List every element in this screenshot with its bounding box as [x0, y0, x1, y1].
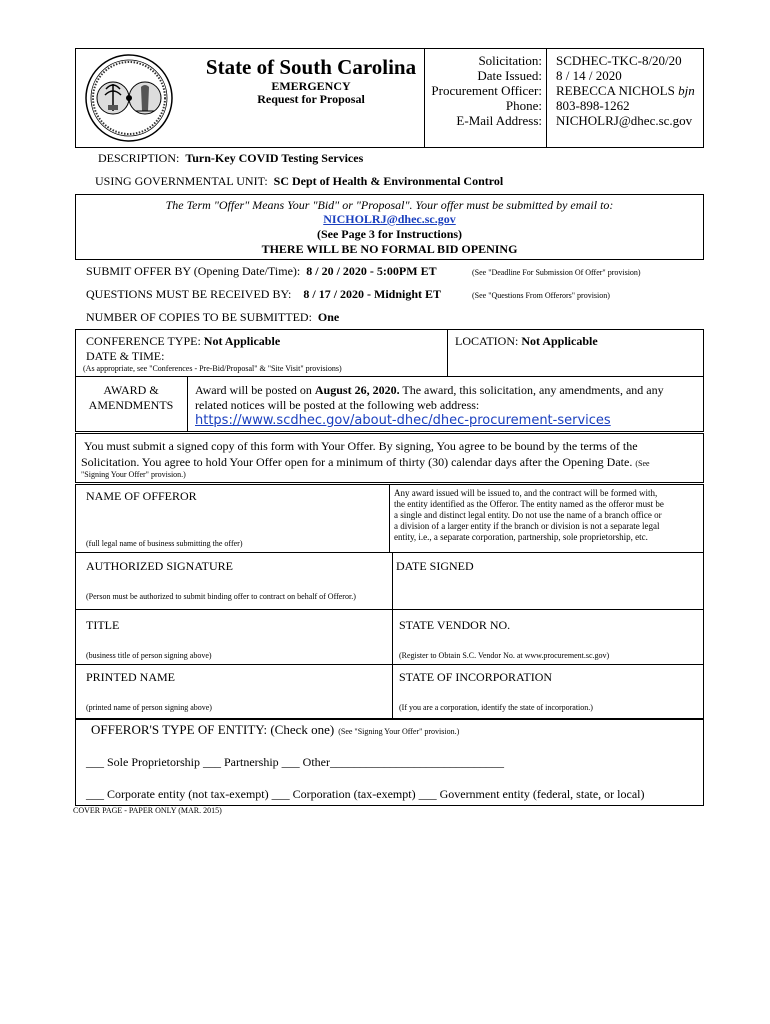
- entity-options-line1[interactable]: ___ Sole Proprietorship ___ Partnership ___ Other_____________________________: [86, 755, 504, 769]
- location-label: LOCATION:: [455, 334, 519, 348]
- entity-type-note: (See "Signing Your Offer" provision.): [338, 727, 460, 736]
- description-label: DESCRIPTION:: [98, 151, 180, 165]
- conference-type-value: Not Applicable: [203, 334, 281, 348]
- offer-email-link[interactable]: NICHOLRJ@dhec.sc.gov: [323, 212, 456, 226]
- entity-type-label: OFFEROR'S TYPE OF ENTITY: (Check one): [91, 722, 335, 737]
- award-legal-text: [394, 488, 702, 543]
- conference-type-row: [86, 334, 280, 349]
- procurement-officer-initials: bjn: [678, 83, 695, 98]
- email-label: E-Mail Address:: [456, 113, 542, 128]
- date-signed-label: DATE SIGNED: [396, 559, 474, 573]
- submit-value: 8 / 20 / 2020 - 5:00PM ET: [306, 264, 437, 278]
- offer-instructions-line: (See Page 3 for Instructions): [316, 227, 463, 241]
- email-value: NICHOLRJ@dhec.sc.gov: [556, 113, 693, 128]
- award-text-line1: [195, 383, 664, 398]
- questions-label: QUESTIONS MUST BE RECEIVED BY:: [86, 287, 292, 301]
- signing-line1: You must submit a signed copy of this form with Your Offer. By signing, You agree to be bound by the terms of the: [84, 439, 638, 453]
- date-issued-label: Date Issued:: [477, 68, 542, 83]
- footer-text: COVER PAGE - PAPER ONLY (MAR. 2015): [73, 806, 222, 815]
- award-label-2: AMENDMENTS: [88, 398, 174, 412]
- location-row: [455, 334, 598, 349]
- procurement-officer-value: [556, 83, 704, 98]
- submit-label: SUBMIT OFFER BY (Opening Date/Time):: [86, 264, 301, 278]
- state-incorporation-label: STATE OF INCORPORATION: [399, 670, 553, 684]
- subtitle-rfp: Request for Proposal: [257, 92, 365, 106]
- signing-line2: [81, 455, 650, 471]
- award-legal-line: the entity identified as the Offeror. The entity named as the offeror must be: [394, 499, 664, 509]
- phone-label: Phone:: [505, 98, 542, 113]
- description-value: Turn-Key COVID Testing Services: [185, 151, 364, 165]
- description-row: [98, 151, 363, 166]
- offeror-name-label: NAME OF OFFEROR: [86, 489, 197, 503]
- award-legal-line: a division of a larger entity if the branch or division is not a separate legal: [394, 521, 660, 531]
- award-text-line2: related notices will be posted at the following web address:: [195, 398, 480, 412]
- copies-value: One: [317, 310, 340, 324]
- award-divider: [187, 376, 188, 432]
- award-text-pre: Award will be posted on: [195, 383, 315, 397]
- questions-row: [86, 287, 441, 302]
- entity-type-heading: [91, 722, 459, 740]
- state-vendor-label: STATE VENDOR NO.: [399, 618, 511, 632]
- procurement-officer-name: REBECCA NICHOLS: [556, 83, 675, 98]
- award-text-post: The award, this solicitation, any amendments, and any: [399, 383, 664, 397]
- submit-row: [86, 264, 437, 279]
- printed-name-label: PRINTED NAME: [86, 670, 175, 684]
- authorized-signature-label: AUTHORIZED SIGNATURE: [86, 559, 233, 573]
- unit-row: [95, 174, 503, 189]
- date-issued-value: 8 / 14 / 2020: [556, 68, 622, 83]
- title-note: (business title of person signing above): [86, 651, 212, 660]
- phone-value: 803-898-1262: [556, 98, 630, 113]
- award-date: August 26, 2020.: [314, 383, 400, 397]
- signing-line2-text: Solicitation. You agree to hold Your Offer open for a minimum of thirty (30) calendar days after the Opening Date.: [81, 455, 633, 469]
- subtitle-emergency: EMERGENCY: [271, 79, 351, 93]
- location-value: Not Applicable: [521, 334, 598, 348]
- unit-label: USING GOVERNMENTAL UNIT:: [95, 174, 268, 188]
- unit-value: SC Dept of Health & Environmental Control: [273, 174, 504, 188]
- award-url-link[interactable]: https://www.scdhec.gov/about-dhec/dhec-procurement-services: [195, 413, 611, 428]
- copies-row: [86, 310, 339, 325]
- page-title: State of South Carolina: [205, 55, 417, 79]
- award-legal-line: Any award issued will be issued to, and the contract will be formed with,: [394, 488, 658, 498]
- state-vendor-note: (Register to Obtain S.C. Vendor No. at www.procurement.sc.gov): [399, 651, 610, 660]
- authorized-signature-note: (Person must be authorized to submit binding offer to contract on behalf of Offeror.): [86, 592, 356, 601]
- conference-divider: [447, 329, 448, 377]
- solicitation-label: Solicitation:: [478, 53, 542, 68]
- submit-note: (See "Deadline For Submission Of Offer" provision): [472, 268, 641, 277]
- questions-note: (See "Questions From Offerors" provision): [472, 291, 610, 300]
- offeror-col-divider-top: [389, 484, 390, 552]
- copies-label: NUMBER OF COPIES TO BE SUBMITTED:: [86, 310, 312, 324]
- offer-term-line: The Term "Offer" Means Your "Bid" or "Proposal". Your offer must be submitted by email to:: [165, 198, 614, 212]
- award-label-1: AWARD &: [103, 383, 159, 397]
- header-divider-right: [546, 48, 547, 148]
- signing-note-line: "Signing Your Offer" provision.): [81, 470, 186, 479]
- questions-value: 8 / 17 / 2020 - Midnight ET: [303, 287, 442, 301]
- offer-email-row: [75, 212, 704, 227]
- solicitation-value: SCDHEC-TKC-8/20/20: [556, 53, 682, 68]
- state-incorporation-note: (If you are a corporation, identify the state of incorporation.): [399, 703, 593, 712]
- state-seal: [84, 53, 174, 143]
- offeror-name-note: (full legal name of business submitting the offer): [86, 539, 243, 548]
- entity-options-line2[interactable]: ___ Corporate entity (not tax-exempt) ___ Corporation (tax-exempt) ___ Government entity (federal, state, or local): [86, 787, 645, 801]
- award-legal-line: a single and distinct legal entity. Do not use the name of a branch office or: [394, 510, 662, 520]
- conference-datetime-label: DATE & TIME:: [86, 349, 165, 363]
- signing-note-inline: (See: [635, 459, 650, 468]
- procurement-officer-label: Procurement Officer:: [431, 83, 542, 98]
- conference-type-label: CONFERENCE TYPE:: [86, 334, 201, 348]
- printed-name-note: (printed name of person signing above): [86, 703, 212, 712]
- award-legal-line: entity, i.e., a separate corporation, partnership, sole proprietorship, etc.: [394, 532, 648, 542]
- conference-note: (As appropriate, see "Conferences - Pre-Bid/Proposal" & "Site Visit" provisions): [83, 364, 342, 373]
- title-label: TITLE: [86, 618, 120, 632]
- no-bid-opening-line: THERE WILL BE NO FORMAL BID OPENING: [261, 242, 518, 256]
